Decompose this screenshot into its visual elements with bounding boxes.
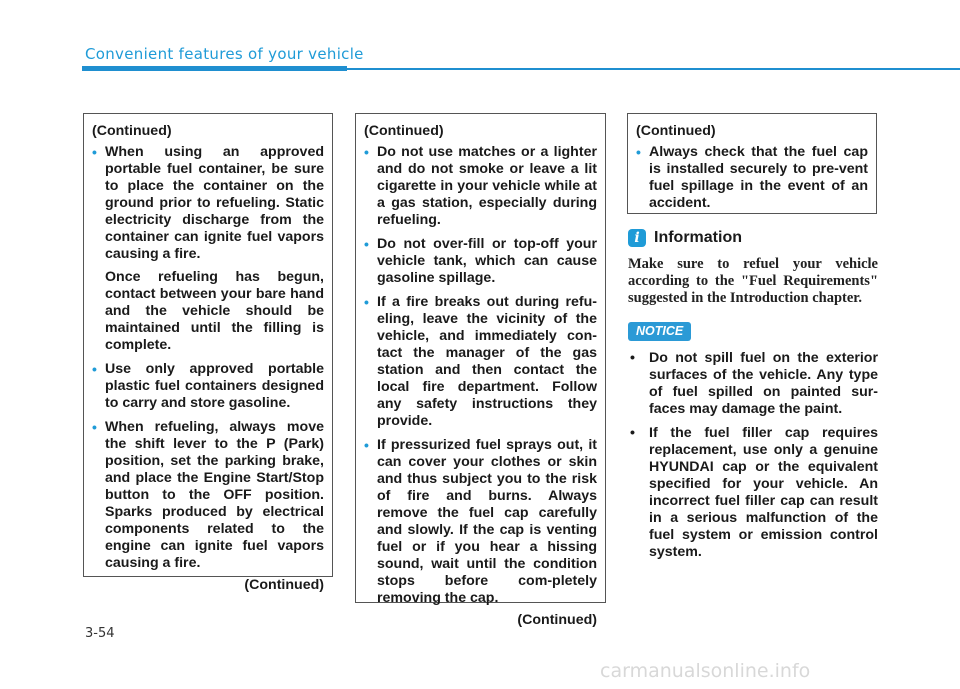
list-item-text: If the fuel filler cap requires replacement, use only a genuine HYUNDAI cap or the equivalent specified for your vehicle. An incorrect fuel filler cap can result in a serious malfunction of the fuel system or emission control system.: [649, 425, 878, 560]
section-title: Convenient features of your vehicle: [85, 45, 364, 63]
continued-label-bottom: (Continued): [244, 577, 324, 593]
bullet-icon: •: [364, 236, 369, 252]
warning-box-2: [355, 113, 606, 628]
warning-list-1: [92, 144, 324, 572]
bullet-icon: •: [636, 144, 641, 160]
warning-box-1: [83, 113, 333, 593]
warning-list-3: [636, 144, 868, 212]
list-item: [92, 419, 324, 572]
continued-label-top: (Continued): [364, 123, 444, 139]
list-item: [364, 236, 597, 287]
list-item: [364, 294, 597, 430]
bullet-icon: •: [92, 144, 97, 160]
notice-list: [628, 350, 878, 568]
list-item-text: When using an approved portable fuel container, be sure to place the container on the ground prior to refueling. Static electricity discharge from the container can ignite fuel vapors causing a fire.: [105, 144, 324, 262]
bullet-icon: •: [364, 437, 369, 453]
bullet-icon: •: [630, 350, 635, 366]
bullet-icon: •: [92, 361, 97, 377]
list-item-text: Always check that the fuel cap is installed securely to pre-vent fuel spillage in the event of an accident.: [649, 144, 868, 211]
information-text: Make sure to refuel your vehicle according to the "Fuel Requirements" suggested in the Introduction chapter.: [628, 256, 878, 306]
list-item-text: Do not spill fuel on the exterior surfaces of the vehicle. Any type of fuel spilled on painted sur-faces may damage the paint.: [649, 350, 878, 417]
list-item: [628, 425, 878, 561]
list-item: [628, 350, 878, 418]
bullet-icon: •: [364, 144, 369, 160]
page-number: 3-54: [85, 626, 115, 641]
bullet-icon: •: [364, 294, 369, 310]
list-item: [364, 437, 597, 607]
continued-label-bottom: (Continued): [517, 612, 597, 628]
bullet-icon: •: [92, 419, 97, 435]
information-heading: [628, 229, 742, 247]
list-item: [636, 144, 868, 212]
header-rule-thick: [82, 66, 347, 71]
list-item-text: Do not use matches or a lighter and do not smoke or leave a lit cigarette in your vehicle while at a gas station, especially during refueling.: [377, 144, 597, 228]
continued-label-top: (Continued): [92, 123, 172, 139]
list-item: [92, 144, 324, 354]
list-item-text: When refueling, always move the shift lever to the P (Park) position, set the parking brake, and place the Engine Start/Stop button to the OFF position. Sparks produced by electrical components related to the engine can ignite fuel vapors causing a fire.: [105, 419, 324, 571]
list-item-text: If pressurized fuel sprays out, it can cover your clothes or skin and thus subject you to the risk of fire and burns. Always remove the fuel cap carefully and slowly. If the cap is venting fuel or if you hear a hissing sound, wait until the condition stops before com-pletely removing the cap.: [377, 437, 597, 606]
list-item-text: If a fire breaks out during refu-eling, leave the vicinity of the vehicle, and immediately con-tact the manager of the gas station and then contact the local fire department. Follow any safety instructions they provide.: [377, 294, 597, 429]
info-icon: i: [628, 229, 646, 247]
list-item-text: Use only approved portable plastic fuel containers designed to carry and store gasoline.: [105, 361, 324, 411]
list-item: [92, 361, 324, 412]
list-item: [364, 144, 597, 229]
continued-label-top: (Continued): [636, 123, 716, 139]
information-title: Information: [654, 229, 742, 246]
header-rule-thin: [347, 68, 960, 70]
bullet-icon: •: [630, 425, 635, 441]
list-item-text: Once refueling has begun, contact between your bare hand and the vehicle should be maintained until the filling is complete.: [105, 269, 324, 353]
notice-badge: NOTICE: [628, 322, 691, 341]
watermark: carmanualsonline.info: [600, 660, 811, 682]
warning-list-2: [364, 144, 597, 607]
warning-box-3: [627, 113, 877, 214]
list-item-text: Do not over-fill or top-off your vehicle tank, which can cause gasoline spillage.: [377, 236, 597, 286]
